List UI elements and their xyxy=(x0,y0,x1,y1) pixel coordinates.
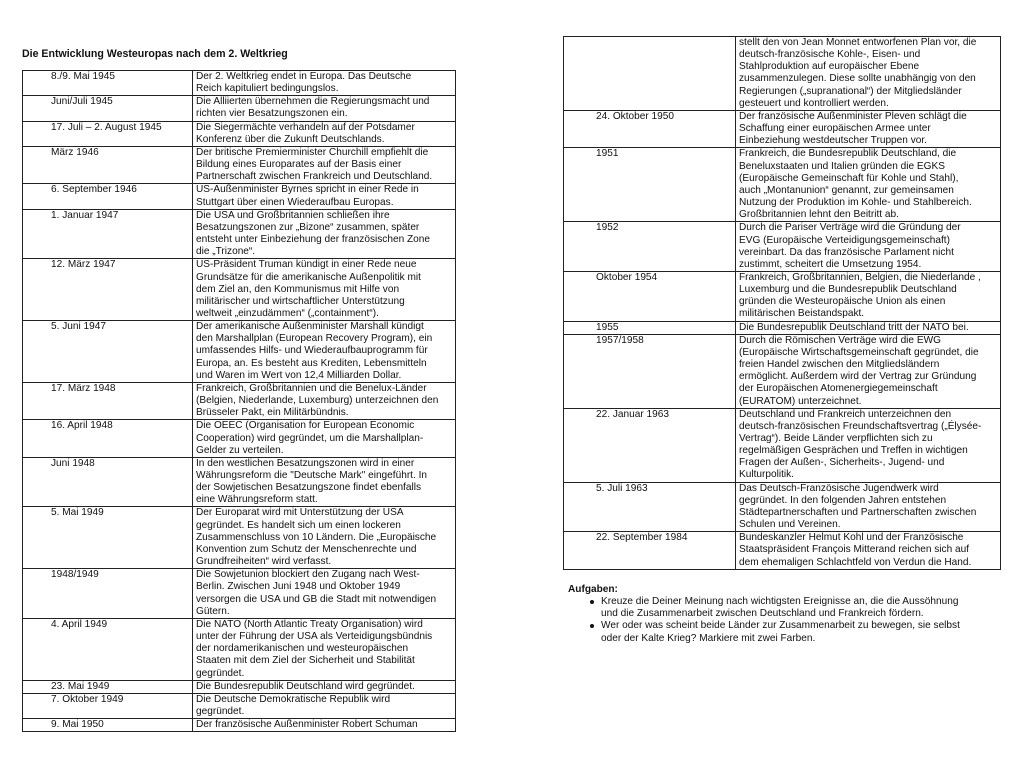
timeline-event-line: entsteht unter Einbeziehung der französischen Zone xyxy=(196,234,430,246)
timeline-row xyxy=(23,121,456,146)
timeline-event xyxy=(736,408,1001,482)
timeline-event xyxy=(736,110,1001,147)
timeline-event-line: Das Deutsch-Französische Jugendwerk wird xyxy=(739,482,939,494)
timeline-event-line: die „Trizone“. xyxy=(196,246,256,258)
timeline-event xyxy=(736,222,1001,272)
timeline-event-line: Städtepartnerschaften und Partnerschaften zwischen xyxy=(739,506,977,518)
timeline-event-line: Die Bundesrepublik Deutschland wird gegründet. xyxy=(196,680,415,692)
timeline-event-line: Nutzung der Produktion im Kohle- und Stahlbereich. xyxy=(739,197,972,209)
timeline-event xyxy=(736,321,1001,334)
timeline-row xyxy=(564,321,1001,334)
timeline-event xyxy=(193,618,456,680)
timeline-event xyxy=(736,482,1001,532)
timeline-row xyxy=(564,532,1001,569)
timeline-row xyxy=(23,569,456,619)
timeline-event xyxy=(193,420,456,457)
timeline-date: 4. April 1949 xyxy=(23,618,193,680)
tasks-list xyxy=(563,596,1001,645)
timeline-table-left xyxy=(22,70,456,732)
document-title: Die Entwicklung Westeuropas nach dem 2. Weltkrieg xyxy=(22,48,288,60)
timeline-event-line: dem ehemaligen Schlachtfeld von Verdun die Hand. xyxy=(739,556,972,568)
timeline-event-line: der Europäischen Atomenergiegemeinschaft xyxy=(739,383,938,395)
timeline-row xyxy=(23,184,456,209)
timeline-date: 17. Juli – 2. August 1945 xyxy=(23,121,193,146)
timeline-event-line: vereinbart. Da das französische Parlament nicht xyxy=(739,246,954,258)
timeline-event-line: US-Außenminister Byrnes spricht in einer Rede in xyxy=(196,184,419,196)
timeline-event xyxy=(193,121,456,146)
timeline-event-line: deutsch-französischen Freundschaftsvertrag („Élysée- xyxy=(739,420,982,432)
timeline-date: 1955 xyxy=(564,321,736,334)
timeline-event-line: Gütern. xyxy=(196,605,230,617)
timeline-event-line: eine Währungsreform statt. xyxy=(196,494,318,506)
timeline-event-line: Die NATO (North Atlantic Treaty Organisation) wird xyxy=(196,618,423,630)
timeline-table-right-body xyxy=(564,37,1001,570)
timeline-event-line: zusammenzulegen. Diese sollte unabhängig von den xyxy=(739,73,976,85)
timeline-event-line: Einbeziehung westdeutscher Truppen vor. xyxy=(739,135,927,147)
timeline-event-line: Bildung eines Europarates auf der Basis einer xyxy=(196,159,402,171)
timeline-date: 5. Mai 1949 xyxy=(23,507,193,569)
timeline-event-line: Die OEEC (Organisation for European Economic xyxy=(196,420,415,432)
timeline-event-line: Schaffung einer europäischen Armee unter xyxy=(739,123,931,135)
timeline-date: 22. September 1984 xyxy=(564,532,736,569)
timeline-event-line: gründen die Westeuropäische Union als einen xyxy=(739,296,946,308)
timeline-event-line: versorgen die USA und GB die Stadt mit notwendigen xyxy=(196,593,437,605)
timeline-event-line: Der Europarat wird mit Unterstützung der USA xyxy=(196,507,404,519)
task-item-line: Wer oder was scheint beide Länder zur Zusammenarbeit zu bewegen, sie selbst xyxy=(601,620,960,632)
timeline-event xyxy=(193,680,456,693)
timeline-row xyxy=(564,222,1001,272)
timeline-row xyxy=(23,507,456,569)
timeline-row xyxy=(564,37,1001,111)
timeline-event-line: Stahlproduktion auf europäischer Ebene xyxy=(739,61,920,73)
timeline-event-line: Besatzungszonen zur „Bizone“ zusammen, später xyxy=(196,221,420,233)
timeline-event-line: Währungsreform die "Deutsche Mark" eingeführt. In xyxy=(196,470,428,481)
timeline-event-line: zustimmt, scheitert die Umsetzung 1954. xyxy=(739,258,922,270)
timeline-row xyxy=(23,457,456,507)
timeline-date: 22. Januar 1963 xyxy=(564,408,736,482)
timeline-event xyxy=(193,457,456,507)
timeline-row xyxy=(23,259,456,321)
timeline-event-line: richten vier Besatzungszonen ein. xyxy=(196,108,348,120)
task-item xyxy=(601,620,1001,644)
timeline-row xyxy=(23,209,456,259)
timeline-event-line: der nordamerikanischen und westeuropäischen xyxy=(196,643,409,655)
timeline-date: 8./9. Mai 1945 xyxy=(23,71,193,96)
timeline-event xyxy=(193,693,456,718)
timeline-table-left-body xyxy=(23,71,456,732)
timeline-event-line: Durch die Pariser Verträge wird die Gründung der xyxy=(739,222,961,234)
timeline-event-line: Die Siegermächte verhandeln auf der Potsdamer xyxy=(196,121,415,133)
timeline-event-line: Europa, an. Es besteht aus Krediten, Lebensmitteln xyxy=(196,357,427,369)
timeline-row xyxy=(564,334,1001,408)
timeline-date: 7. Oktober 1949 xyxy=(23,693,193,718)
timeline-event xyxy=(193,96,456,121)
timeline-event-line: Frankreich, die Bundesrepublik Deutschland, die xyxy=(739,148,957,160)
timeline-row xyxy=(23,618,456,680)
timeline-row xyxy=(23,71,456,96)
timeline-table-right xyxy=(563,36,1001,570)
timeline-event-line: Großbritannien lehnt den Beitritt ab. xyxy=(739,209,899,221)
timeline-row xyxy=(23,680,456,693)
timeline-event-line: Zusammenschluss von 10 Ländern. Die „Europäische xyxy=(196,531,437,543)
timeline-row xyxy=(23,420,456,457)
timeline-date: 12. März 1947 xyxy=(23,259,193,321)
timeline-event xyxy=(193,569,456,619)
timeline-event-line: (Europäische Wirtschaftsgemeinschaft gegründet, die xyxy=(739,346,979,358)
timeline-event-line: militärischer und wirtschaftlicher Unterstützung xyxy=(196,295,405,307)
timeline-event-line: Die Deutsche Demokratische Republik wird xyxy=(196,693,391,705)
timeline-row xyxy=(23,96,456,121)
timeline-date xyxy=(564,37,736,111)
timeline-date: 1957/1958 xyxy=(564,334,736,408)
timeline-event-line: Die Bundesrepublik Deutschland tritt der NATO bei. xyxy=(739,321,969,333)
timeline-row xyxy=(23,382,456,419)
timeline-event-line: Partnerschaft zwischen Frankreich und Deutschland. xyxy=(196,171,433,183)
timeline-event-line: Staatspräsident François Mitterand reichen sich auf xyxy=(739,544,970,556)
timeline-event-line: gegründet. xyxy=(196,667,245,679)
timeline-date: März 1946 xyxy=(23,146,193,183)
timeline-date: 1. Januar 1947 xyxy=(23,209,193,259)
timeline-event-line: Gelder zu verteilen. xyxy=(196,444,284,456)
timeline-event-line: (Belgien, Niederlande, Luxemburg) unterzeichnen den xyxy=(196,395,439,407)
timeline-event-line: Konferenz über die Zukunft Deutschlands. xyxy=(196,133,385,145)
timeline-row xyxy=(564,482,1001,532)
timeline-date: 16. April 1948 xyxy=(23,420,193,457)
timeline-event-line: Cooperation) wird gegründet, um die Marshallplan- xyxy=(196,432,424,444)
timeline-event xyxy=(736,148,1001,222)
timeline-event-line: Grundfreiheiten“ wird verfasst. xyxy=(196,556,332,568)
timeline-event xyxy=(736,271,1001,321)
timeline-date: 23. Mai 1949 xyxy=(23,680,193,693)
timeline-event-line: gegründet. Es handelt sich um einen lockeren xyxy=(196,519,401,531)
timeline-event-line: (EURATOM) unterzeichnet. xyxy=(739,395,862,407)
timeline-event xyxy=(193,259,456,321)
timeline-event-line: Die Sowjetunion blockiert den Zugang nach West- xyxy=(196,569,420,581)
timeline-date: 17. März 1948 xyxy=(23,382,193,419)
timeline-row xyxy=(564,148,1001,222)
timeline-event-line: deutsch-französische Kohle-, Eisen- und xyxy=(739,49,921,61)
timeline-event-line: Schulen und Vereinen. xyxy=(739,519,841,531)
timeline-event xyxy=(193,71,456,96)
timeline-event-line: Reich kapituliert bedingungslos. xyxy=(196,83,339,95)
timeline-event-line: US-Präsident Truman kündigt in einer Rede neue xyxy=(196,259,417,271)
timeline-event-line: Frankreich, Großbritannien, Belgien, die Niederlande , xyxy=(739,271,981,283)
timeline-event-line: Vertrag“). Beide Länder verpflichten sich zu xyxy=(739,433,933,444)
timeline-event-line: Regierungen („supranational“) der Mitgliedsländer xyxy=(739,85,962,97)
timeline-event-line: gesteuert und kontrolliert werden. xyxy=(739,97,889,109)
timeline-event-line: Der britische Premierminister Churchill empfiehlt die xyxy=(196,146,429,158)
timeline-event-line: (Europäische Gemeinschaft für Kohle und Stahl), xyxy=(739,172,959,184)
timeline-event xyxy=(736,334,1001,408)
timeline-event-line: Staaten mit dem Ziel der Sicherheit und Stabilität xyxy=(196,655,415,667)
timeline-event xyxy=(193,382,456,419)
timeline-row xyxy=(564,271,1001,321)
timeline-row xyxy=(23,146,456,183)
tasks-section xyxy=(563,584,1001,645)
timeline-date: Juni/Juli 1945 xyxy=(23,96,193,121)
timeline-event-line: Bundeskanzler Helmut Kohl und der Französische xyxy=(739,532,964,544)
timeline-event-line: Der französische Außenminister Robert Schuman xyxy=(196,719,418,731)
timeline-event-line: Konvention zum Schutz der Menschenrechte und xyxy=(196,543,417,555)
timeline-event-line: Frankreich, Großbritannien und die Benelux-Länder xyxy=(196,382,427,394)
timeline-event-line: Grundsätze für die amerikanische Außenpolitik mit xyxy=(196,271,421,283)
timeline-event xyxy=(193,209,456,259)
timeline-event-line: militärischen Beistandspakt. xyxy=(739,308,865,320)
left-page xyxy=(22,47,456,732)
timeline-event xyxy=(193,321,456,383)
timeline-date: 24. Oktober 1950 xyxy=(564,110,736,147)
timeline-row xyxy=(564,110,1001,147)
task-item-line: Kreuze die Deiner Meinung nach wichtigsten Ereignisse an, die die Aussöhnung xyxy=(601,595,959,607)
task-item xyxy=(601,596,1001,620)
timeline-date: 5. Juni 1947 xyxy=(23,321,193,383)
timeline-event-line: freien Handel zwischen den Mitgliedsländern xyxy=(739,359,940,371)
timeline-event-line: Brüsseler Pakt, ein Militärbündnis. xyxy=(196,407,349,419)
tasks-heading: Aufgaben: xyxy=(568,583,618,595)
timeline-date: Juni 1948 xyxy=(23,457,193,507)
timeline-event-line: Berlin. Zwischen Juni 1948 und Oktober 1949 xyxy=(196,581,401,593)
timeline-event-line: Stuttgart über einen Wiederaufbau Europas. xyxy=(196,196,394,208)
timeline-event-line: EVG (Europäische Verteidigungsgemeinschaft) xyxy=(739,234,950,246)
timeline-event xyxy=(193,719,456,732)
timeline-event-line: ermöglicht. Außerdem wird der Vertrag zur Gründung xyxy=(739,371,977,383)
timeline-event-line: Der 2. Weltkrieg endet in Europa. Das Deutsche xyxy=(196,71,412,82)
timeline-event-line: Durch die Römischen Verträge wird die EWG xyxy=(739,334,941,346)
timeline-event-line: unter der Führung der USA als Verteidigungsbündnis xyxy=(196,631,433,643)
timeline-date: 9. Mai 1950 xyxy=(23,719,193,732)
timeline-row xyxy=(23,719,456,732)
timeline-event-line: den Marshallplan (European Recovery Program), ein xyxy=(196,333,433,345)
timeline-date: 5. Juli 1963 xyxy=(564,482,736,532)
timeline-event-line: umfassendes Hilfs- und Wiederaufbauprogramm für xyxy=(196,345,428,357)
timeline-event-line: gegründet. In den folgenden Jahren entstehen xyxy=(739,494,947,506)
timeline-event-line: Der französische Außenminister Pleven schlägt die xyxy=(739,110,967,122)
timeline-event-line: der Sowjetischen Besatzungszone findet ebenfalls xyxy=(196,482,422,494)
timeline-event-line: dem Ziel an, den Kommunismus mit Hilfe von xyxy=(196,283,400,295)
timeline-event xyxy=(736,37,1001,111)
timeline-event xyxy=(193,146,456,183)
timeline-event-line: Luxemburg und die Bundesrepublik Deutschland xyxy=(739,284,957,296)
timeline-event-line: Die Alliierten übernehmen die Regierungsmacht und xyxy=(196,96,430,108)
timeline-event-line: auch „Montanunion“ genannt, zur gemeinsamen xyxy=(739,184,954,196)
timeline-date: Oktober 1954 xyxy=(564,271,736,321)
timeline-event-line: gegründet. xyxy=(196,705,245,717)
timeline-event-line: Die USA und Großbritannien schließen ihre xyxy=(196,209,390,221)
task-item-line: oder der Kalte Krieg? Markiere mit zwei Farben. xyxy=(601,632,816,644)
timeline-date: 1952 xyxy=(564,222,736,272)
right-page xyxy=(563,36,1001,645)
timeline-event xyxy=(193,184,456,209)
timeline-event-line: In den westlichen Besatzungszonen wird in einer xyxy=(196,457,415,469)
timeline-event-line: Deutschland und Frankreich unterzeichnen den xyxy=(739,408,952,420)
timeline-row xyxy=(23,693,456,718)
timeline-date: 1948/1949 xyxy=(23,569,193,619)
timeline-row xyxy=(23,321,456,383)
timeline-event-line: weltweit „einzudämmen“ („containment“). xyxy=(196,307,379,319)
timeline-row xyxy=(564,408,1001,482)
timeline-event xyxy=(736,532,1001,569)
timeline-event-line: regelmäßigen Gesprächen und Treffen in wichtigen xyxy=(739,445,968,457)
timeline-event-line: Fragen der Außen-, Sicherheits-, Jugend- und xyxy=(739,457,945,469)
timeline-event-line: stellt den von Jean Monnet entworfenen Plan vor, die xyxy=(739,37,977,48)
task-item-line: und die Zusammenarbeit zwischen Deutschland und Frankreich fördern. xyxy=(601,608,924,620)
timeline-date: 1951 xyxy=(564,148,736,222)
timeline-event-line: Kulturpolitik. xyxy=(739,469,794,481)
timeline-event-line: Der amerikanische Außenminister Marshall kündigt xyxy=(196,321,424,333)
timeline-event-line: und Waren im Wert von 12,4 Milliarden Dollar. xyxy=(196,369,402,381)
timeline-event xyxy=(193,507,456,569)
timeline-date: 6. September 1946 xyxy=(23,184,193,209)
timeline-event-line: Beneluxstaaten und Italien gründen die EGKS xyxy=(739,160,945,172)
